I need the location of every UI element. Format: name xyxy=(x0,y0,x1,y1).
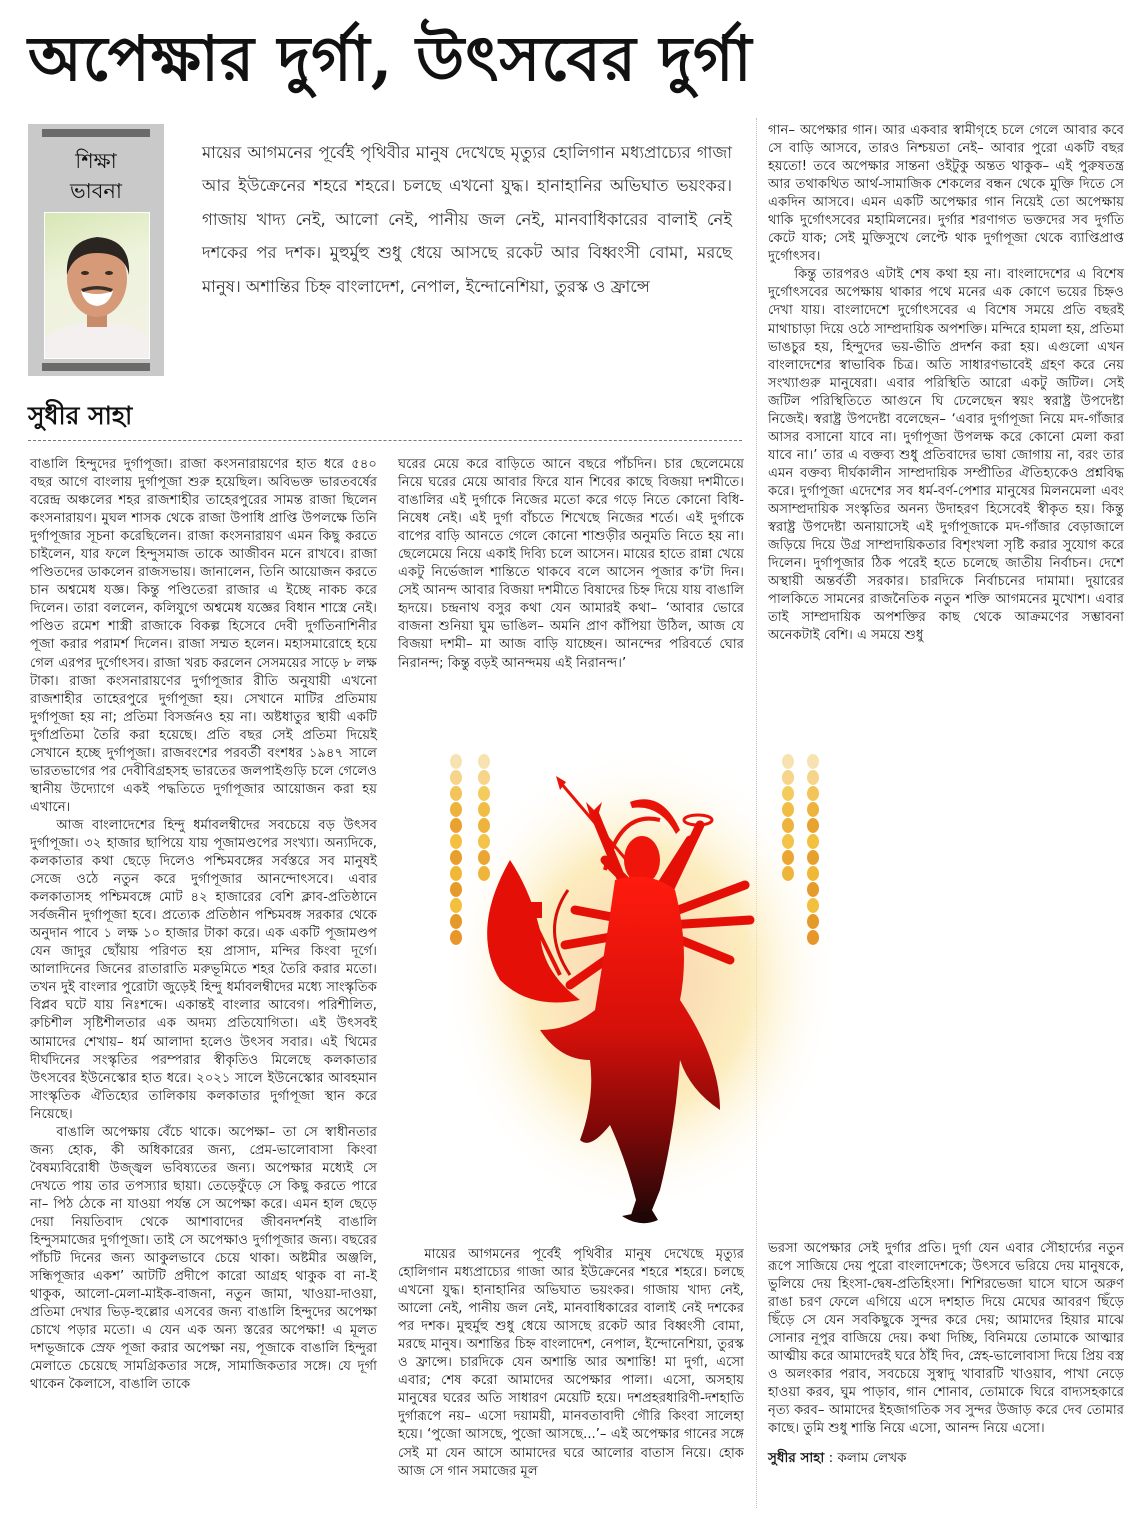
kicker-bottom-bar xyxy=(42,363,150,371)
marigold-garland xyxy=(449,754,463,946)
paragraph: গান– অপেক্ষার গান। আর একবার স্বামীগৃহে চলে গেলে আবার কবে সে বাড়ি আসবে, তারও নিশ্চয়তা নেই– আবার পুরো একটি বছর হয়তো! তবে অপেক্ষার সান্তনা ওইটুকু অন্তত থাকুক– এই পুরুষতন্ত্র আর তথাকথিত আর্থ-সামাজিক শেকলের বন্ধন থেকে মুক্তি দিতে সে একদিন আসবে। এমন একটি অপেক্ষার গান নিয়েই তো অপেক্ষায় থাকি দুর্গোৎসবের মহামিলনের। দুর্গার শরণাগত ভক্তদের সব দুর্গতি কেটে যাক; সেই মুক্তিসুখে লেপ্টে থাক দুর্গাপূজা থেকে ব্যাপ্তিপ্রাপ্ত দুর্গোৎসব। xyxy=(768,123,1124,265)
column-kicker-box xyxy=(28,124,164,376)
paragraph: বাঙালি হিন্দুদের দুর্গাপূজা। রাজা কংসনারায়ণের হাত ধরে ৫৪০ বছর আগে বাংলায় দুর্গাপূজা শুরু হয়েছিল। অবিভক্ত ভারতবর্ষের বরেন্দ্র অঞ্চলের শহর রাজশাহীর তাহেরপুরের সামন্ত রাজা ছিলেন কংসনারায়ণ। মুঘল শাসক থেকে রাজা উপাধি প্রাপ্তি উপলক্ষে তিনি দুর্গাপূজার সূচনা করেছিলেন। রাজা কংসনারায়ণ এমন কিছু করতে চাইলেন, যার ফলে হিন্দুসমাজ তাকে আজীবন মনে রাখবে। রাজা পণ্ডিতদের ডাকলেন রাজসভায়। জানালেন, তিনি আয়োজন করতে চান অশ্বমেধ যজ্ঞ। কিন্তু পণ্ডিতেরা রাজার এ ইচ্ছে নাকচ করে দিলেন। তারা বললেন, কলিযুগে অশ্বমেধ যজ্ঞের বিধান শাস্ত্রে নেই। পণ্ডিত রমেশ শাস্ত্রী রাজাকে বিকল্প হিসেবে দেবী দুর্গতিনাশিনীর পূজা করার পরামর্শ দিলেন। রাজা সম্মত হলেন। মহাসমারোহে হয়ে গেল এরপর দুর্গোৎসব। রাজা খরচ করলেন সেসময়ের সাড়ে ৮ লক্ষ টাকা। রাজা কংসনারায়ণের দুর্গাপূজার রীতি অনুযায়ী এখনো রাজশাহীর তাহেরপুরে দুর্গাপূজা হয়। সেখানে মাটির প্রতিমায় দুর্গাপূজা হয় না; প্রতিমা বিসর্জনও হয় না। অষ্টধাতুর স্থায়ী একটি দুর্গাপ্রতিমা তৈরি করা হয়েছে। প্রতি বছর সেই প্রতিমা দিয়েই সেখানে হচ্ছে দুর্গাপূজা। রাজবংশের পরবর্তী বংশধর ১৯৪৭ সালে ভারতভাগের পর দেবীবিগ্রহসহ ভারতের জলপাইগুড়ি চলে গেলেও স্থানীয় উদ্যোগে একই পদ্ধতিতে দুর্গাপূজার আয়োজন করা হয় এখানে। xyxy=(30,457,377,815)
section-label-line1: শিক্ষা xyxy=(75,149,117,173)
section-label-line2: ভাবনা xyxy=(69,179,123,203)
dashed-divider xyxy=(28,440,742,441)
paragraph: ঘরের মেয়ে করে বাড়িতে আনে বছরে পাঁচদিন। চার ছেলেমেয়ে নিয়ে ঘরের মেয়ে আবার ফিরে যান শিবের কাছে বিজয়া দশমীতে। বাঙালির এই দুর্গাকে নিজের মতো করে গড়ে নিতে কোনো বিধি-নিষেধ নেই। এই দুর্গা বাঁচতে শিখেছে নিজের শর্তে। এই দুর্গাকে বাপের বাড়ি আনতে গেলে কোনো শাশুড়ীর অনুমতি নিতে হয় না। ছেলেমেয়ে নিয়ে একাই দিব্যি চলে আসেন। মায়ের হাতে রান্না খেয়ে একটু নির্ভেজাল শান্তিতে থাকবে বলে আসেন পূজার ক’টা দিন। সেই আনন্দ আবার বিজয়া দশমীতে বিষাদের চিহ্ন দিয়ে যায় বাঙালি হৃদয়ে। চন্দ্রনাথ বসুর কথা যেন আমারই কথা– ‘আবার ভোরে বাজনা শুনিয়া ঘুম ভাঙিল– অমনি প্রাণ কাঁপিয়া উঠিল, আজ যে বিজয়া দশমী– মা আজ বাড়ি যাচ্ছেন। আনন্দের পরিবর্তে ঘোর নিরানন্দ; কিন্তু বড়ই আনন্দময় এই নিরানন্দ।’ xyxy=(398,457,744,671)
author-photo xyxy=(44,212,150,359)
paragraph: বাঙালি অপেক্ষায় বেঁচে থাকে। অপেক্ষা– তা সে স্বাধীনতার জন্য হোক, কী অধিকারের জন্য, প্রেম-ভালোবাসা কিংবা বৈষম্যবিরোধী উজ্জ্বল ভবিষ্যতের জন্য। অপেক্ষার মধ্যেই সে দেখতে পায় তার তপস্যার ছায়া। তেড়েফুঁড়ে সে কিছু করতে পারে না– পিঠ ঠেকে না যাওয়া পর্যন্ত সে অপেক্ষা করে। এমন হাল ছেড়ে দেয়া নিয়তিবাদ থেকে আশাবাদের জীবনদর্শনই বাঙালি হিন্দুসমাজের দুর্গাপূজা। তাই সে অপেক্ষাও দুর্গাপূজার জন্য। বছরের পাঁচটি দিনের জন্য আকুলভাবে চেয়ে থাকা। অষ্টমীর অঞ্জলি, সন্ধিপূজার একশ’ আটটি প্রদীপে কারো আগ্রহ থাকুক বা না-ই থাকুক, আলো-মেলা-মাইক-বাজনা, নতুন জামা, খাওয়া-দাওয়া, প্রতিমা দেখার ভিড়-হুল্লোর এসবের জন্য বাঙালি হিন্দুদের অপেক্ষা চোখে পড়ার মতো। এ যেন এক অন্য স্তরের অপেক্ষা! এ মূলত দশভূজাকে স্রেফ পূজা করার অপেক্ষা নয়, পূজাকে বাঙালি হিন্দুরা মেলাতে চেয়েছে সামগ্রিকতার সঙ্গে, সামাজিকতার সঙ্গে। যে দূর্গা থাকেন কৈলাসে, বাঙালি তাকে xyxy=(30,1124,377,1393)
marigold-garland xyxy=(781,754,795,882)
column-2-bottom xyxy=(398,1246,744,1481)
signoff-role: কলাম লেখক xyxy=(837,1449,907,1466)
paragraph: কিন্তু তারপরও এটাই শেষ কথা হয় না। বাংলাদেশের এ বিশেষ দুর্গোৎসবের অপেক্ষায় থাকার পথে মনের এক কোণে ভয়ের চিহ্নও দেখা যায়। বাংলাদেশে দুর্গোৎসবের এ বিশেষ সময়ে প্রতি বছরই মাথাচাড়া দিয়ে ওঠে সাম্প্রদায়িক অপশক্তি। মন্দিরে হামলা হয়, প্রতিমা ভাঙচুর হয়, হিন্দুদের ভয়-ভীতি প্রদর্শন করা হয়। এগুলো এখন বাংলাদেশের স্বাভাবিক চিত্র। অতি সাধারণভাবেই গ্রহণ করে নেয় সংখ্যাগুরু মানুষেরা। এবার পরিস্থিতি আরো একটু জটিল। সেই জটিল পরিস্থিতিতে আগুনে ঘি ঢেলেছেন স্বয়ং স্বরাষ্ট্র উপদেষ্টা নিজেই। স্বরাষ্ট্র উপদেষ্টা বলেছেন– ‘এবার দুর্গাপূজা নিয়ে মদ-গাঁজার আসর বসানো যাবে না। দুর্গাপূজা উপলক্ষ করে কোনো মেলা করা যাবে না।’ তার এ বক্তব্য শুধু প্রতিবাদের ভাষা জোগায় না, বরং তার এমন বক্তব্য দীর্ঘকালীন সাম্প্রদায়িক সম্প্রীতির ঐতিহ্যকেও প্রশ্নবিদ্ধ করে। দুর্গাপূজা এদেশের সব ধর্ম-বর্ণ-পেশার মানুষের মিলনমেলা এবং অসাম্প্রদায়িক সংস্কৃতির অনন্য উদাহরণ হিসেবেই স্বীকৃত হয়। কিন্তু স্বরাষ্ট্র উপদেষ্টা অনায়াসেই এই দুর্গাপূজাকে মদ-গাঁজার বেড়াজালে জড়িয়ে দিয়ে উগ্র সাম্প্রদায়িকতার বিশৃংখলা সৃষ্টি করার সুযোগ করে দিলেন। দুর্গাপূজার ঠিক পরেই হতে চলেছে জাতীয় নির্বাচন। দেশে অস্থায়ী অন্তর্বর্তী সরকার। চারদিকে নির্বাচনের দামামা। দুয়ারের পালকিতে সামনের রাজনৈতিক নতুন শক্তি আগমনের মুখোশ। এবার তাই সাম্প্রদায়িক অপশক্তির কাছ থেকে আক্রমণের সম্ভাবনা অনেকটাই বেশি। এ সময়ে শুধু xyxy=(768,267,1124,644)
portrait-photo-icon xyxy=(45,213,149,358)
column-3-top xyxy=(768,122,1124,645)
column-3-bottom xyxy=(768,1240,1124,1467)
paragraph: মায়ের আগমনের পূর্বেই পৃথিবীর মানুষ দেখেছে মৃত্যুর হোলিগান মধ্যপ্রাচ্যের গাজা আর ইউক্রেনের শহরে শহরে। চলছে এখনো যুদ্ধ। হানাহানির অভিঘাত ভয়ংকর। গাজায় খাদ্য নেই, আলো নেই, পানীয় জল নেই, মানবাধিকারের বালাই নেই দশকের পর দশক। মুহুর্মুহু শুধু ধেয়ে আসছে রকেট আর বিধ্বংসী বোমা, মরছে মানুষ। অশান্তির চিহ্ন বাংলাদেশ, নেপাল, ইন্দোনেশিয়া, তুরস্ক ও ফ্রান্সে। চারদিকে যেন অশান্তি আর অশান্তি! মা দুর্গা, এসো এবার; শেষ করো আমাদের অপেক্ষার পালা। এসো, অসহায় মানুষের ঘরের অতি সাধারণ মেয়েটি হয়ে। দশপ্রহরধারিণী-দশহাতি দুর্গারূপে নয়– এসো দয়াময়ী, মানবতাবাদী গৌরি কিংবা সালেহা হয়ে। ‘পুজো আসছে, পুজো আসছে...’– এই অপেক্ষার গানের সঙ্গে সেই মা যেন আসে আমাদের ঘরে আলোর বাতাস নিয়ে। হোক আজ সে গান সমাজের মূল xyxy=(398,1247,744,1479)
marigold-garland xyxy=(477,754,491,882)
paragraph: ভরসা অপেক্ষার সেই দুর্গার প্রতি। দুর্গা যেন এবার সৌহার্দ্যের নতুন রূপে সাজিয়ে দেয় পুরো বাংলাদেশকে; উৎসবে ভরিয়ে দেয় মানুষকে, ভুলিয়ে দেয় হিংসা-দ্বেষ-প্রতিহিংসা। শিশিরভেজা ঘাসে ঘাসে অরুণ রাঙা চরণ ফেলে এগিয়ে এসে দশহাত দিয়ে মেঘের আবরণ ছিঁড়ে ছিঁড়ে সে যেন সবকিছুকে সুন্দর করে দেয়; আমাদের হিয়ার মাঝে সোনার নূপুর বাজিয়ে দেয়। কথা দিচ্ছি, বিনিময়ে তোমাকে আত্মার আত্মীয় করে আমাদেরই ঘরে ঠাঁই দিব, স্নেহ-ভালোবাসা দিয়ে প্রিয় বস্ত্র ও অলংকার পরাব, সবচেয়ে সুস্বাদু খাবারটি খাওয়াব, পাখা নেড়ে হাওয়া করব, ঘুম পাড়াব, গান শোনাব, তোমাকে ঘিরে বাদ্যসহকারে নৃত্য করব– আমাদের ইহজাগতিক সব সুন্দর উজাড় করে দেব তোমার কাছে। তুমি শুধু শান্তি নিয়ে এসো, আনন্দ নিয়ে এসো। xyxy=(768,1241,1124,1437)
column-1 xyxy=(30,456,377,1394)
section-label xyxy=(28,146,164,206)
signoff-name: সুধীর সাহা xyxy=(768,1449,825,1466)
author-byline: সুধীর সাহা xyxy=(28,401,133,430)
kicker-top-bar xyxy=(42,129,150,137)
author-signoff xyxy=(768,1449,1124,1467)
signoff-separator: : xyxy=(824,1449,838,1466)
column-2-top xyxy=(398,456,744,673)
intro-blurb: মায়ের আগমনের পূর্বেই পৃথিবীর মানুষ দেখেছে মৃত্যুর হোলিগান মধ্যপ্রাচ্যের গাজা আর ইউক্রেনের শহরে শহরে। চলছে এখনো যুদ্ধ। হানাহানির অভিঘাত ভয়ংকর। গাজায় খাদ্য নেই, আলো নেই, পানীয় জল নেই, মানবাধিকারের বালাই নেই দশকের পর দশক। মুহুর্মুহু শুধু ধেয়ে আসছে রকেট আর বিধ্বংসী বোমা, মরছে মানুষ। অশান্তির চিহ্ন বাংলাদেশ, নেপাল, ইন্দোনেশিয়া, তুরস্ক ও ফ্রান্সে xyxy=(202,143,732,296)
headline: অপেক্ষার দুর্গা, উৎসবের দুর্গা xyxy=(28,22,753,95)
paragraph: আজ বাংলাদেশের হিন্দু ধর্মাবলম্বীদের সবচেয়ে বড় উৎসব দুর্গাপূজা। ৩২ হাজার ছাপিয়ে যায় পূজামণ্ডপের সংখ্যা। অন্যদিকে, কলকাতার কথা ছেড়ে দিলেও পশ্চিমবঙ্গের সর্বস্তরে সব মানুষই সেজে ওঠে নতুন করে দুর্গাপূজার আনন্দোৎসবে। এবার কলকাতাসহ পশ্চিমবঙ্গে মোট ৪২ হাজারের বেশি ক্লাব-প্রতিষ্ঠানে সর্বজনীন দুর্গাপূজা হবে। প্রত্যেক প্রতিষ্ঠান পশ্চিমবঙ্গ সরকার থেকে অনুদান পাবে ১ লক্ষ ১০ হাজার টাকা করে। এক একটি পূজামণ্ডপ যেন জাদুর ছোঁয়ায় পরিণত হয় প্রাসাদ, মন্দির কিংবা দূর্গে। আলাদিনের জিনের রাতারাতি মরুভূমিতে শহর তৈরি করার মতো। তখন দুই বাংলার পুরোটা জুড়েই হিন্দু ধর্মাবলম্বীদের মধ্যে সাংস্কৃতিক বিপ্লব ঘটে যায় নিঃশব্দে। একান্তই বাংলার আবেগ। পরিশীলিত, রুচিশীল সৃষ্টিশীলতার এক অদম্য প্রতিযোগিতা। এই উৎসবই আমাদের শেখায়– ধর্ম আলাদা হলেও উৎসব সবার। এই থিমের দীর্ঘদিনের সংস্কৃতির পরম্পরার স্বীকৃতিও মিলেছে কলকাতার উৎসবের ইউনেস্কোর হাত ধরে। ২০২১ সালে ইউনেস্কোর আবহমান সাংস্কৃতিক ঐতিহ্যের তালিকায় কলকাতার দুর্গাপূজা স্থান করে নিয়েছে। xyxy=(30,817,377,1122)
durga-illustration xyxy=(390,730,1030,1235)
marigold-garland xyxy=(806,754,820,946)
